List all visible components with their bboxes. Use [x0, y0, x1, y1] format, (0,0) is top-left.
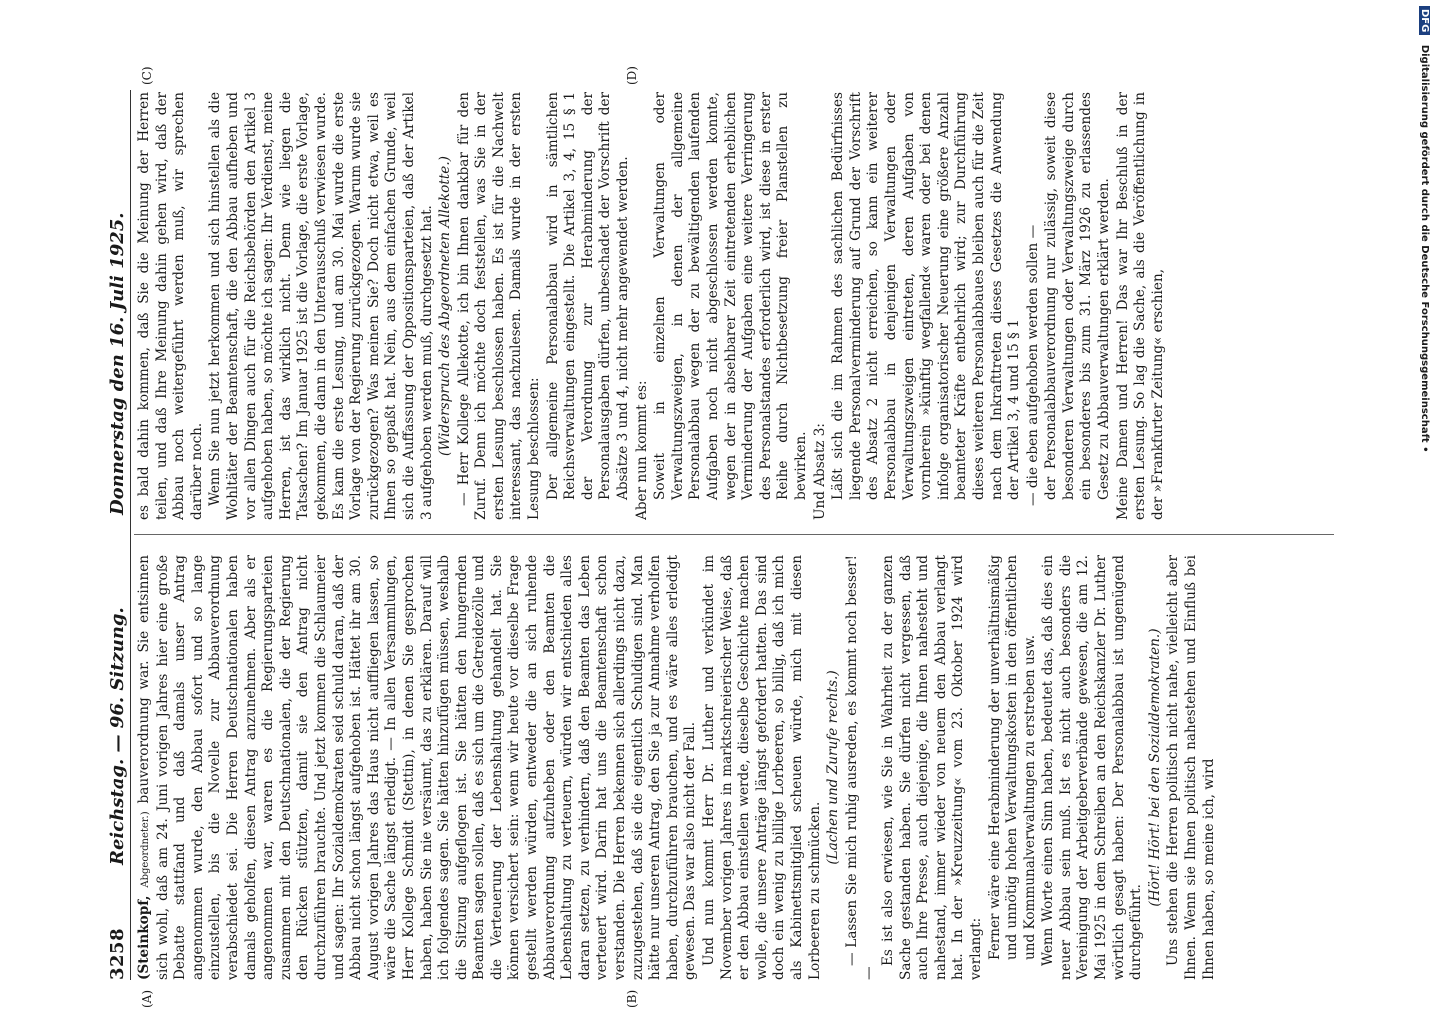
margin-marker-d: (D) [625, 66, 639, 85]
paragraph: — Lassen Sie mich ruhig ausreden, es kommt noch besser! — [843, 555, 878, 980]
paragraph: Wenn Sie nun jetzt herkommen und sich hinstellen als die Wohltäter der Beamtenschaft, die den Abbau aufheben und vor allen Dingen auch für die Reichsbehörden den Artikel 3 aufgehoben haben, so möchte ich sagen: Ihr Verdienst, meine Herren, ist das wirklich nicht. Denn wie liegen die Tatsachen? Im Januar 1925 ist die Vorlage, die erste Vorlage, gekommen, die dann in den Unterausschuß verwiesen wurde. Es kam die erste Lesung, und am 30. Mai wurde die erste Vorlage von der Regierung zurückgezogen. Warum wurde sie zurückgezogen? Was meinen Sie? Doch nicht etwa, weil es Ihnen so gepaßt hat. Nein, aus dem einfachen Grunde, weil sich die Auffassung der Oppositionsparteien, daß der Artikel 3 aufgehoben werden muß, durchgesetzt hat. [207, 92, 435, 520]
interjection: (Widerspruch des Abgeordneten Allekotte.) [437, 156, 454, 456]
interjection: (Hört! Hört! bei den Sozialdemokraten.) [1146, 628, 1163, 907]
margin-marker-b: (B) [625, 989, 639, 1008]
session-title: Reichstag. — 96. Sitzung. [107, 607, 128, 865]
paragraph: — Herr Kollege Allekotte, ich bin Ihnen dankbar für den Zuruf. Denn ich möchte doch feststellen, was Sie in der ersten Lesung beschlossen haben. Es ist für die Nachwelt interessant, das nachzulesen. Damals wurde in der ersten Lesung beschlossen: [455, 92, 543, 520]
dfg-logo: DFG [1419, 6, 1430, 35]
paragraph-text: bauverordnung war. Sie entsinnen sich wohl, daß am 24. Juni vorigen Jahres hier eine große Debatte stattfand und daß damals unser Antrag angenommen wurde, den Abbau sofort und so lange einzustellen, bis die Novelle zur Abbauverordnung verabschiedet sei. Die Herren Deutschnationalen haben damals geholfen, diesen Antrag anzunehmen. Aber als er angenommen war, waren es die Regierungsparteien zusammen mit den Deutschnationalen, die der Regierung den Rücken stützten, damit sie den Antrag nicht durchzuführen brauchte. Und jetzt kommen die Schlaumeier und sagen: Ihr Sozialdemokraten seid schuld daran, daß der Abbau nicht schon längst aufgehoben ist. Hättet ihr am 30. August vorigen Jahres das Haus nicht auffliegen lassen, so wäre die Sache längst erledigt. — In allen Versammlungen, Herr Kollege Schmidt (Stettin), in denen Sie gesprochen haben, haben Sie nie versäumt, das zu erklären. Darauf will ich folgendes sagen. Sie hätten hinzufügen müssen, weshalb die Sitzung aufgeflogen ist. Sie hätten den hungernden Beamten sagen sollen, daß es sich um die Getreidezölle und die Verteuerung der Lebenshaltung gehandelt hat. Sie können versichert sein: wenn wir heute vor dieselbe Frage gestellt werden würden, entweder die an sich ruhende Abbauverordnung aufzuheben oder den Beamten die Lebenshaltung zu verteuern, würden wir entschieden alles daran setzen, zu verhindern, daß den Beamten das Leben verteuert wird. Darin hat uns die Beamtenschaft schon verstanden. Die Herren bekennen sich allerdings nicht dazu, zuzugestehen, daß sie die eigentlich Schuldigen sind. Man hätte nur unseren Antrag, den Sie ja zur Annahme verholfen haben, durchzuführen brauchen, und es wäre alles erledigt gewesen. Das war also nicht der Fall. [136, 555, 699, 980]
paragraph: Meine Damen und Herren! Das war Ihr Beschluß in der ersten Lesung. So lag die Sache, als die Veröffentlichung in der »Frankfurter Zeitung« erschien, [1114, 92, 1166, 520]
paragraph: Und Absatz 3: [811, 422, 828, 520]
page-header [105, 90, 131, 980]
quotation: Läßt sich die im Rahmen des sachlichen Bedürfnisses liegende Personalverminderung auf Grund der Vorschrift des Absatz 2 nicht erreichen, so kann ein weiterer Personalabbau in denjenigen Verwaltungen oder Verwaltungszweigen eintreten, deren Aufgaben von vornherein »künftig wegfallend« waren oder bei denen infolge organisatorischer Neuerung eine größere Anzahl beamteter Kräfte entbehrlich wird; zur Durchführung dieses weiteren Personalabbaues bleiben auch für die Zeit nach dem Inkrafttreten dieses Gesetzes die Anwendung der Artikel 3, 4 und 15 § 1 [830, 92, 1023, 500]
quotation: der Personalabbauverordnung nur zulässig, soweit diese besonderen Verwaltungen oder Verwaltungszweige durch ein besonderes bis zum 31. März 1926 zu erlassendes Gesetz zu Abbauverwaltungen erklärt werden. [1043, 92, 1113, 500]
right-column [136, 92, 1286, 520]
header-rule [130, 90, 131, 980]
document-page [100, 66, 1400, 1030]
speaker-name: (Steinkopf, [136, 895, 152, 980]
paragraph: es bald dahin kommen, daß Sie die Meinung der Herren teilen, und daß Ihre Meinung dahin gehen wird, daß der Abbau noch weitergeführt werden muß, wir sprechen darüber noch. [136, 92, 205, 520]
quotation: Ferner wäre eine Herabminderung der unverhältnismäßig und unnötig hohen Verwaltungskosten in den öffentlichen und Kommunalverwaltungen zu erstreben usw. [986, 555, 1038, 960]
paragraph: Aber nun kommt es: [633, 380, 650, 520]
page-number: 3258 [107, 927, 128, 980]
speaker-role: Abgeordneter.) [140, 811, 151, 888]
paragraph: Wenn Worte einen Sinn haben, bedeutet das, daß dies ein neuer Abbau sein muß. Ist es nicht auch besonders die Vereinigung der Arbeitgeberverbände gewesen, die am 12. Mai 1925 in dem Schreiben an den Reichskanzler Dr. Luther wörtlich gesagt haben: Der Personalabbau ist ungenügend durchgeführt. [1040, 555, 1145, 980]
paragraph: Es ist also erwiesen, wie Sie in Wahrheit zu der ganzen Sache gestanden haben. Sie dürfen nicht vergessen, daß auch Ihre Presse, auch diejenige, die Ihnen nahesteht und nahestand, immer wieder von neuem den Abbau verlangt hat. In der »Kreuzzeitung« vom 23. Oktober 1924 wird verlangt: [879, 555, 984, 980]
quotation: Soweit in einzelnen Verwaltungen oder Verwaltungszweigen, in denen der allgemeine Personalabbau wegen der zu bewältigenden laufenden Aufgaben noch nicht abgeschlossen werden konnte, wegen der in absehbarer Zeit eintretenden erheblichen Verminderung der Aufgaben eine weitere Verringerung des Personalstandes erforderlich wird, ist diese in erster Reihe durch Nichtbesetzung freier Planstellen zu bewirken. [652, 92, 809, 500]
paragraph: Und nun kommt Herr Dr. Luther und verkündet im November vorigen Jahres in marktschreierischer Weise, daß er den Abbau einstellen werde, dieselbe Geschichte machen wolle, die unsere Anträge längst gefordert hatten. Das sind doch ein wenig zu billige Lorbeeren, so billig, daß ich mich als Kabinettsmitglied scheuen würde, mich mit diesen Lorbeeren zu schmücken. [701, 555, 823, 980]
paragraph: Uns stehen die Herren politisch nicht nahe, vielleicht aber Ihnen. Wenn sie Ihnen politisch nahestehen und Einfluß bei Ihnen haben, so meine ich, wird [1165, 555, 1217, 980]
quotation: Der allgemeine Personalabbau wird in sämtlichen Reichsverwaltungen eingestellt. Die Artikel 3, 4, 15 § 1 der Verordnung zur Herabminderung der Personalausgaben dürfen, unbeschadet der Vorschrift der Absätze 3 und 4, nicht mehr angewendet werden. [544, 92, 632, 500]
column-divider [134, 534, 1334, 535]
credit-text: Digitalisierung gefördert durch die Deutsche Forschungsgemeinschaft • [1419, 44, 1430, 453]
digitization-credit [1416, 6, 1432, 996]
left-column [136, 555, 1286, 980]
paragraph [136, 555, 700, 980]
session-date: Donnerstag den 16. Juli 1925. [107, 212, 128, 515]
paragraph: — die eben aufgehoben werden sollen — [1024, 224, 1041, 506]
margin-marker-a: (A) [140, 989, 154, 1008]
interjection: (Lachen und Zurufe rechts.) [825, 670, 842, 865]
margin-marker-c: (C) [140, 66, 154, 85]
